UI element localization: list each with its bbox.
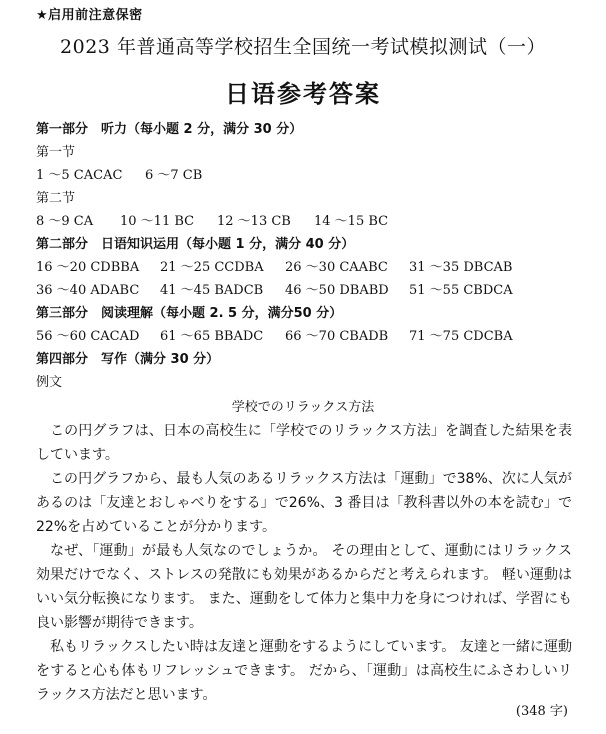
answer-group: 71 ～75 CDCBA bbox=[409, 329, 513, 344]
answer-group: 21 ～25 CCDBA bbox=[160, 260, 264, 275]
part1-section2-answers bbox=[36, 210, 388, 229]
part4-heading: 第四部分 写作（满分 30 分） bbox=[36, 352, 220, 367]
answer-group: 16 ～20 CDBBA bbox=[36, 260, 140, 275]
answer-group: 56 ～60 CACAD bbox=[36, 329, 140, 344]
part2-answers-row1 bbox=[36, 256, 512, 275]
answer-group: 14 ～15 BC bbox=[314, 214, 389, 229]
part1-heading: 第一部分 听力（每小题 2 分，满分 30 分） bbox=[36, 122, 303, 137]
answer-group: 41 ～45 BADCB bbox=[160, 283, 264, 298]
answer-group: 12 ～13 CB bbox=[217, 214, 291, 229]
answer-group: 31 ～35 DBCAB bbox=[409, 260, 513, 275]
answer-group: 36 ～40 ADABC bbox=[36, 283, 140, 298]
answer-group: 51 ～55 CBDCA bbox=[409, 283, 513, 298]
confidential-notice: ★启用前注意保密 bbox=[36, 8, 143, 23]
exam-title: 2023 年普通高等学校招生全国统一考试模拟测试（一） bbox=[60, 36, 546, 58]
essay-body bbox=[36, 419, 572, 707]
essay-paragraph: なぜ、「運動」が最も人気なのでしょうか。 その理由として、運動にはリラックス効果だけでなく、ストレスの発散にも効果があるからだと考えられます。 軽い運動はいい気分転換になります。 また、運動をして体力と集中力を身につければ、学習にも良い影響が期待できます。 bbox=[36, 543, 572, 631]
word-count: (348 字) bbox=[515, 704, 568, 719]
answer-group: 66 ～70 CBADB bbox=[285, 329, 389, 344]
part3-answers bbox=[36, 325, 513, 344]
part2-answers-row2 bbox=[36, 279, 513, 298]
answer-group: 26 ～30 CAABC bbox=[285, 260, 388, 275]
part2-heading: 第二部分 日语知识运用（每小题 1 分，满分 40 分） bbox=[36, 237, 355, 252]
essay-paragraph: この円グラフは、日本の高校生に「学校でのリラックス方法」を調査した結果を表しています。 bbox=[36, 423, 572, 463]
answer-group: 61 ～65 BBADC bbox=[160, 329, 264, 344]
essay-paragraph: この円グラフから、最も人気のあるリラックス方法は「運動」で38%、次に人気があるのは「友達とおしゃべりをする」で26%、3 番目は「教科書以外の本を読む」で22%を占めていることが分かります。 bbox=[36, 471, 572, 535]
answer-group: 46 ～50 DBABD bbox=[285, 283, 389, 298]
answer-group: 1 ～5 CACAC bbox=[36, 168, 123, 183]
answer-group: 10 ～11 BC bbox=[120, 214, 195, 229]
part1-section1-label: 第一节 bbox=[36, 145, 76, 160]
part1-section2-label: 第二节 bbox=[36, 191, 76, 206]
essay-title: 学校でのリラックス方法 bbox=[231, 400, 375, 415]
answer-group: 6 ～7 CB bbox=[145, 168, 203, 183]
part3-heading: 第三部分 阅读理解（每小题 2. 5 分，满分50 分） bbox=[36, 306, 343, 321]
example-label: 例文 bbox=[36, 375, 63, 390]
document-title: 日语参考答案 bbox=[225, 80, 381, 108]
part1-section1-answers bbox=[36, 164, 202, 183]
essay-paragraph: 私もリラックスしたい時は友達と運動をするようにしています。 友達と一緒に運動をすると心も体もリフレッシュできます。 だから、「運動」は高校生にふさわしいリラックス方法だと思います。 bbox=[36, 639, 572, 703]
answer-group: 8 ～9 CA bbox=[36, 214, 94, 229]
